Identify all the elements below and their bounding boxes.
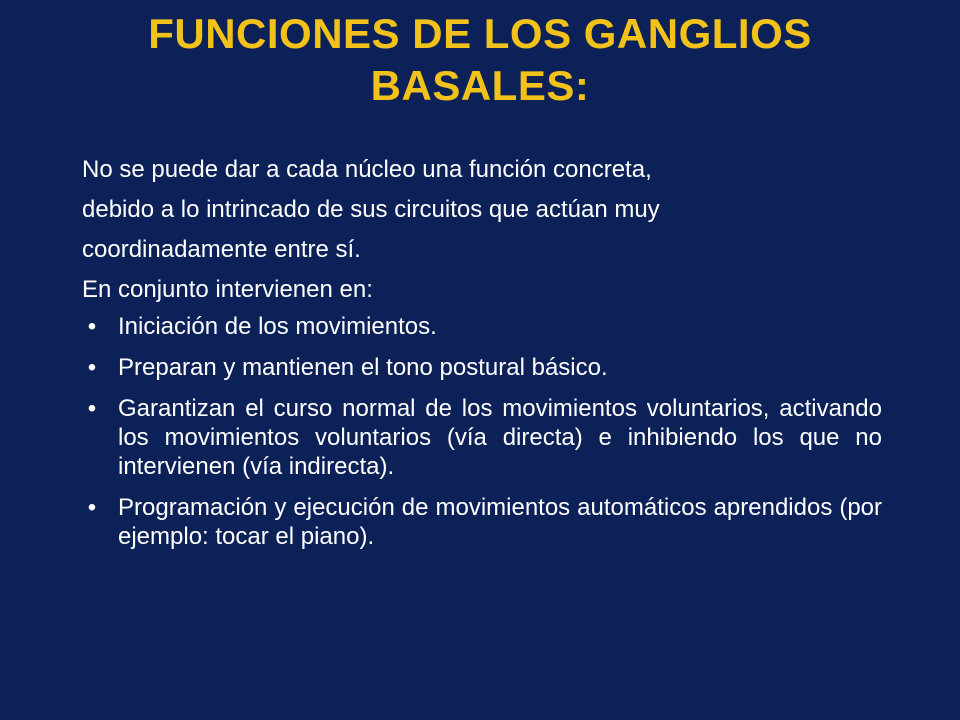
title-line-2: BASALES: xyxy=(370,62,590,109)
bullet-text: Preparan y mantienen el tono postural básico. xyxy=(118,354,608,381)
intro-line-3: coordinadamente entre sí. xyxy=(82,236,361,263)
intro-line-1: No se puede dar a cada núcleo una función concreta, xyxy=(82,156,652,183)
bullet-icon: • xyxy=(87,313,97,340)
bullet-icon: • xyxy=(87,354,97,381)
bullet-item-4 xyxy=(82,493,882,551)
intro-line-4: En conjunto intervienen en: xyxy=(82,276,373,303)
bullet-text: Garantizan el curso normal de los movimientos voluntarios, activando los movimientos voluntarios (vía directa) e inhibiendo los que no intervienen (vía indirecta). xyxy=(118,395,882,480)
slide-body xyxy=(82,150,882,563)
bullet-item-2 xyxy=(82,353,882,382)
bullet-icon: • xyxy=(87,494,97,521)
bullet-item-1 xyxy=(82,312,882,341)
bullet-text: Iniciación de los movimientos. xyxy=(118,313,437,340)
bullet-text: Programación y ejecución de movimientos automáticos aprendidos (por ejemplo: tocar el piano). xyxy=(118,494,882,550)
slide-title xyxy=(60,8,900,112)
bullet-icon: • xyxy=(87,395,97,422)
bullet-item-3 xyxy=(82,394,882,481)
title-line-1: FUNCIONES DE LOS GANGLIOS xyxy=(148,10,812,57)
intro-line-2: debido a lo intrincado de sus circuitos que actúan muy xyxy=(82,196,660,223)
bullet-list xyxy=(82,312,882,551)
